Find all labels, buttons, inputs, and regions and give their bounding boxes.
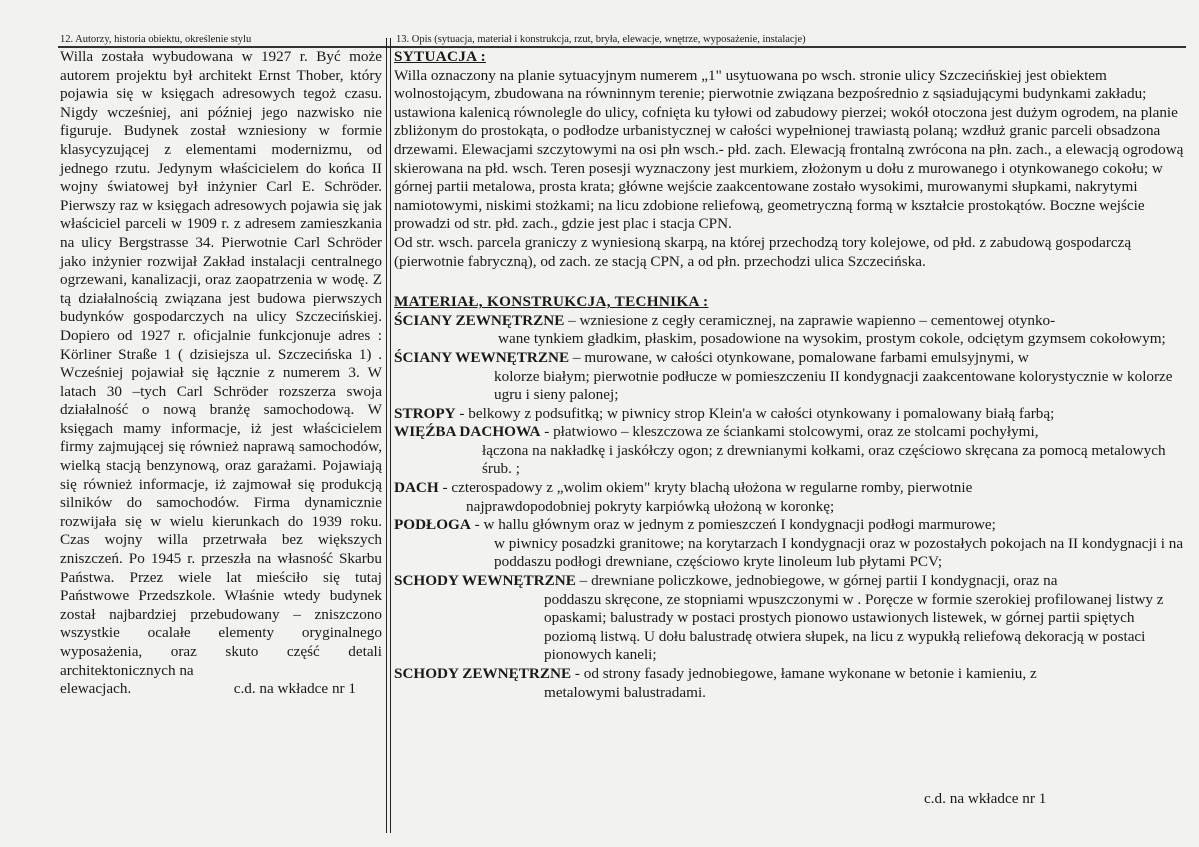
material-desc: – murowane, w całości otynkowane, pomalowane farbami emulsyjnymi, w: [569, 348, 1029, 366]
history-continued-note: c.d. na wkładce nr 1: [233, 680, 356, 698]
material-item: [394, 405, 1184, 424]
materials-title: MATERIAŁ, KONSTRUKCJA, TECHNIKA :: [394, 293, 709, 311]
material-desc: - czterospadowy z „wolim okiem" kryty blachą ułożona w regularne romby, pierwotnie: [438, 479, 973, 497]
material-desc-cont: wane tynkiem gładkim, płaskim, posadowione na wysokim, prostym cokole, odciętym gzymsem cokołowym;: [498, 330, 1166, 348]
material-desc: - od strony fasady jednobiegowe, łamane wykonane w betonie i kamieniu, z: [571, 665, 1037, 682]
material-item: [394, 516, 1184, 572]
section-12-header: 12. Autorzy, historia obiektu, określenie stylu: [60, 34, 252, 45]
material-term: SCHODY WEWNĘTRZNE: [394, 572, 576, 590]
material-desc-cont: w piwnicy posadzki granitowe; na korytarzach I kondygnacji oraz w pozostałych pokojach na II kondygnacji i na poddaszu podłogi drewniane, częściowo kryte linoleum lub płytami PCV;: [494, 534, 1184, 571]
history-text: Willa została wybudowana w 1927 r. Być może autorem projektu był architekt Ernst Thober, który pojawia się w księgach adresowych tegoż czasu. Nigdy wcześniej, ani później jego nazwisko nie figuruje. Budynek został wzniesiony w formie klasycyzującej z elementami modernizmu, od jednego rzutu. Jedynym właścicielem do końca II wojny światowej był inżynier Carl E. Schröder. Pierwszy raz w księgach adresowych pojawia się jak właściciel parceli w 1909 r. z adresem zamieszkania na ulicy Bergstrasse 34. Pierwotnie Carl Schröder jako inżynier rozwijał Zakład instalacji centralnego ogrzewani, kanalizacji, oraz zaopatrzenia w wodę. Z tą działalnością związana jest budowa pierwszych budynków gospodarczych na ulicy Szczecińskiej. Dopiero od 1927 r. oficjalnie funkcjonuje adres : Körliner Straße 1 ( dzisiejsza ul. Szczecińska 1) . Wcześniej pojawiał się łącznie z numerem 3. W latach 30 –tych Carl Schröder rozszerza swoja działalność o nową branżę samochodową. W księgach mamy informacje, iż jest właścicielem firmy zajmującej się również naprawą samochodów, wielką stacją benzynową, oraz garażami. Pojawiają się również informacje, iż zajmował się produkcją silników do samochodów. Firma dynamicznie rozwijała się w wielu kierunkach do 1939 roku. Czas wojny willa przetrwała bez większych zniszczeń. Po 1945 r. przeszła na własność Skarbu Państwa. Przez wiele lat mieściło się tutaj Państwowe Przedszkole. Właśnie wtedy budynek został najbardziej przebudowany – zniszczono wszystkie ocalałe elementy oryginalnego wyposażenia, oraz skuto część detali architektonicznych na: [60, 48, 382, 679]
material-desc-cont: poddaszu skręcone, ze stopniami wpuszczonymi w . Poręcze w formie szerokiej profilowanej listwy z opaskami; balustrady w postaci prostych pionowo ustawionych listewek, w górnej partii spiętych poziomą listwą. U dołu balustradę otwiera słupek, na licu z wypukłą reliefową dekoracją w postaci pionowych kaneli;: [544, 590, 1164, 664]
material-desc-cont: kolorze białym; pierwotnie podłucze w pomieszczeniu II kondygnacji zaakcentowane kolorystycznie w kolorze ugru i sieny palonej;: [494, 367, 1173, 404]
materials-continued-note: c.d. na wkładce nr 1: [924, 790, 1047, 807]
material-desc-cont: najprawdopodobniej pokryty karpiówką ułożoną w koronkę;: [466, 497, 835, 515]
material-item: [394, 349, 1184, 405]
description-column: [394, 48, 1184, 702]
material-desc-cont: łączona na nakładkę i jaskółczy ogon; z drewnianymi kołkami, oraz częściowo skręcana za pomocą metalowych śrub. ;: [482, 441, 1166, 478]
situation-text: Willa oznaczony na planie sytuacyjnym numerem „1" usytuowana po wsch. stronie ulicy Szczecińskiej jest obiektem wolnostojącym, zbudowana na równinnym terenie; pierwotnie związana bezpośrednio z sąsiadującymi budynkami zakładu; ustawiona kalenicą równolegle do ulicy, cofnięta ku tyłowi od zabudowy pierzei; wokół otoczona jest dużym ogrodem, na planie zbliżonym do prostokąta, o podłodze urbanistycznej w całości wypełnionej trawiastą polaną; wzdłuż granic parceli obsadzona drzewami. Elewacjami szczytowymi na osi płn wsch.- płd. zach. Elewacją frontalną zwrócona na płn. zach., a elewacją ogrodową skierowana na płd. wsch. Teren posesji wyznaczony jest murkiem, złożonym u dołu z murowanego i otynkowanego cokołu; w górnej partii metalowa, prosta krata; główne wejście zaakcentowane zostało wysokimi, murowanymi słupkami, nakrytymi namiotowymi, niskimi stożkami; na licu zdobione reliefową, geometryczną formą w kształcie prostokątów. Boczne wejście prowadzi od str. płd. zach., gdzie jest plac i stacja CPN.: [394, 66, 1184, 233]
material-item: [394, 479, 1184, 516]
material-term: ŚCIANY ZEWNĘTRZNE: [394, 311, 565, 329]
material-desc: - belkowy z podsufitką; w piwnicy strop Klein'a w całości otynkowany i pomalowany białą farbą;: [455, 404, 1055, 422]
section-13-header: 13. Opis (sytuacja, materiał i konstrukcja, rzut, bryła, elewacje, wnętrze, wyposażenie, instalacje): [396, 34, 806, 45]
material-term: SCHODY ZEWNĘTRZNE: [394, 665, 572, 682]
material-desc: – drewniane policzkowe, jednobiegowe, w górnej partii I kondygnacji, oraz na: [575, 572, 1058, 590]
material-term: PODŁOGA: [394, 516, 471, 534]
history-column: [60, 48, 382, 699]
material-item: [394, 312, 1184, 349]
column-divider: [390, 38, 391, 833]
situation-title: SYTUACJA :: [394, 48, 487, 65]
column-divider: [386, 38, 387, 833]
material-term: DACH: [394, 479, 439, 497]
history-last-word: elewacjach.: [60, 680, 132, 698]
material-term: WIĘŹBA DACHOWA: [394, 423, 541, 441]
material-desc: - w hallu głównym oraz w jednym z pomieszczeń I kondygnacji podłogi marmurowe;: [470, 516, 996, 534]
situation-text-2: Od str. wsch. parcela graniczy z wyniesioną skarpą, na której przechodzą tory kolejowe, od płd. z zabudową gospodarczą (pierwotnie fabryczną), od zach. ze stacją CPN, a od płn. przechodzi ulica Szczecińska.: [394, 233, 1132, 270]
material-item: [394, 572, 1184, 665]
material-item: [394, 665, 1184, 702]
material-term: STROPY: [394, 404, 456, 422]
material-item: [394, 423, 1184, 479]
material-desc-cont: metalowymi balustradami.: [544, 683, 706, 701]
material-desc: - płatwiowo – kleszczowa ze ściankami stolcowymi, oraz ze stolcami pochyłymi,: [540, 423, 1039, 441]
material-desc: – wzniesione z cegły ceramicznej, na zaprawie wapienno – cementowej otynko-: [564, 311, 1056, 329]
history-tail: [60, 680, 382, 699]
material-term: ŚCIANY WEWNĘTRZNE: [394, 348, 570, 366]
